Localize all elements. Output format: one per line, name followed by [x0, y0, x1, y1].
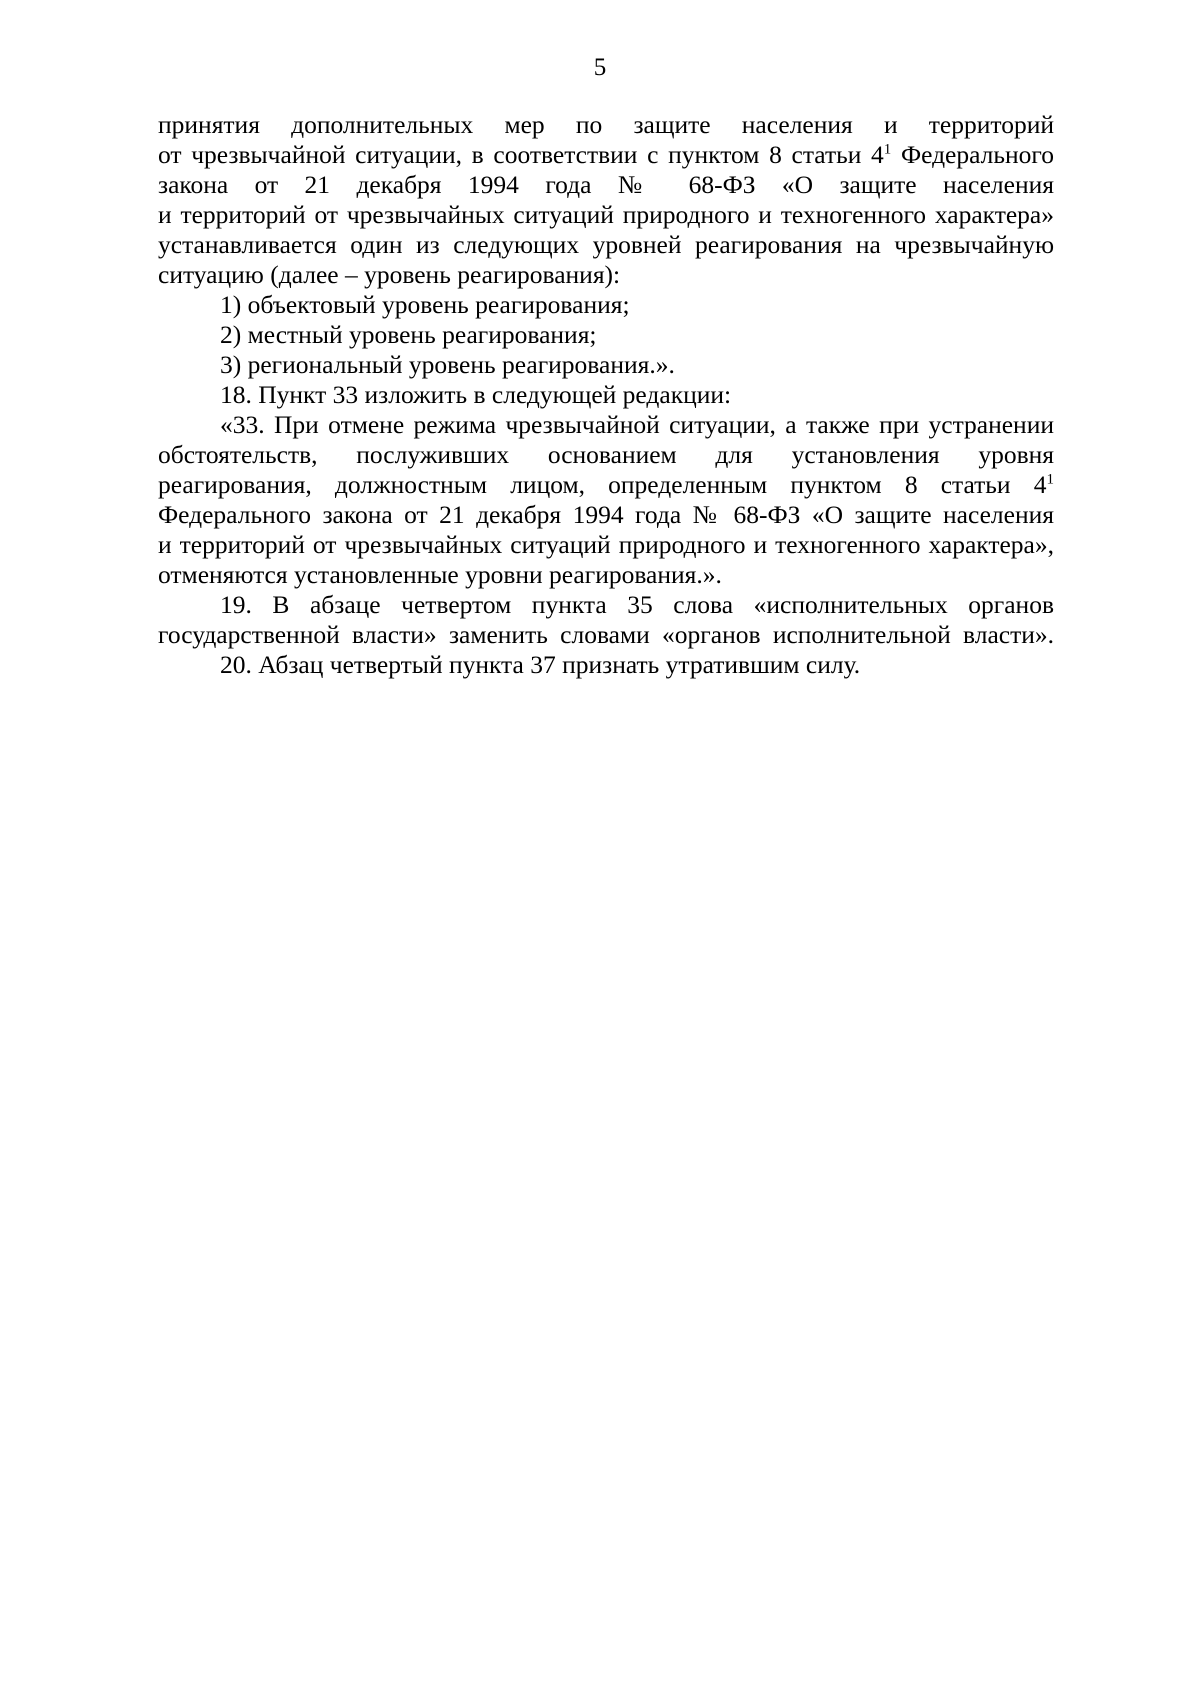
text-line: закона от 21 декабря 1994 года № 68-ФЗ «О защите населения — [158, 170, 1054, 199]
list-item: 3) региональный уровень реагирования.». — [220, 350, 675, 379]
text-line: реагирования, должностным лицом, определенным пунктом 8 статьи $4^1$ — [158, 470, 1054, 499]
list-item: 1) объектовый уровень реагирования; — [220, 290, 630, 319]
paragraph-start: 18. Пункт 33 изложить в следующей редакции: — [220, 380, 732, 409]
text-line: и территорий от чрезвычайных ситуаций природного и техногенного характера» — [158, 200, 1054, 229]
text-line: принятия дополнительных мер по защите населения и территорий — [158, 110, 1054, 139]
document-body — [158, 110, 1054, 680]
text-line: Федерального закона от 21 декабря 1994 года № 68-ФЗ «О защите населения — [158, 500, 1054, 529]
page-number: 5 — [593, 54, 607, 81]
list-item: 2) местный уровень реагирования; — [220, 320, 597, 349]
text-line: государственной власти» заменить словами «органов исполнительной власти». — [158, 620, 1054, 649]
text-line: устанавливается один из следующих уровней реагирования на чрезвычайную — [158, 230, 1054, 259]
text-line: обстоятельств, послуживших основанием для установления уровня — [158, 440, 1054, 469]
paragraph-start: 20. Абзац четвертый пункта 37 признать утратившим силу. — [220, 650, 861, 679]
text-line: отменяются установленные уровни реагирования.». — [158, 560, 722, 589]
text-line: и территорий от чрезвычайных ситуаций природного и техногенного характера», — [158, 530, 1054, 559]
text-line: от чрезвычайной ситуации, в соответствии с пунктом 8 статьи $4^1$ Федерального — [158, 140, 1054, 169]
paragraph-start: 19. В абзаце четвертом пункта 35 слова «исполнительных органов — [220, 590, 1054, 619]
text-line: ситуацию (далее – уровень реагирования): — [158, 260, 621, 289]
paragraph-start: «33. При отмене режима чрезвычайной ситуации, а также при устранении — [220, 410, 1054, 439]
